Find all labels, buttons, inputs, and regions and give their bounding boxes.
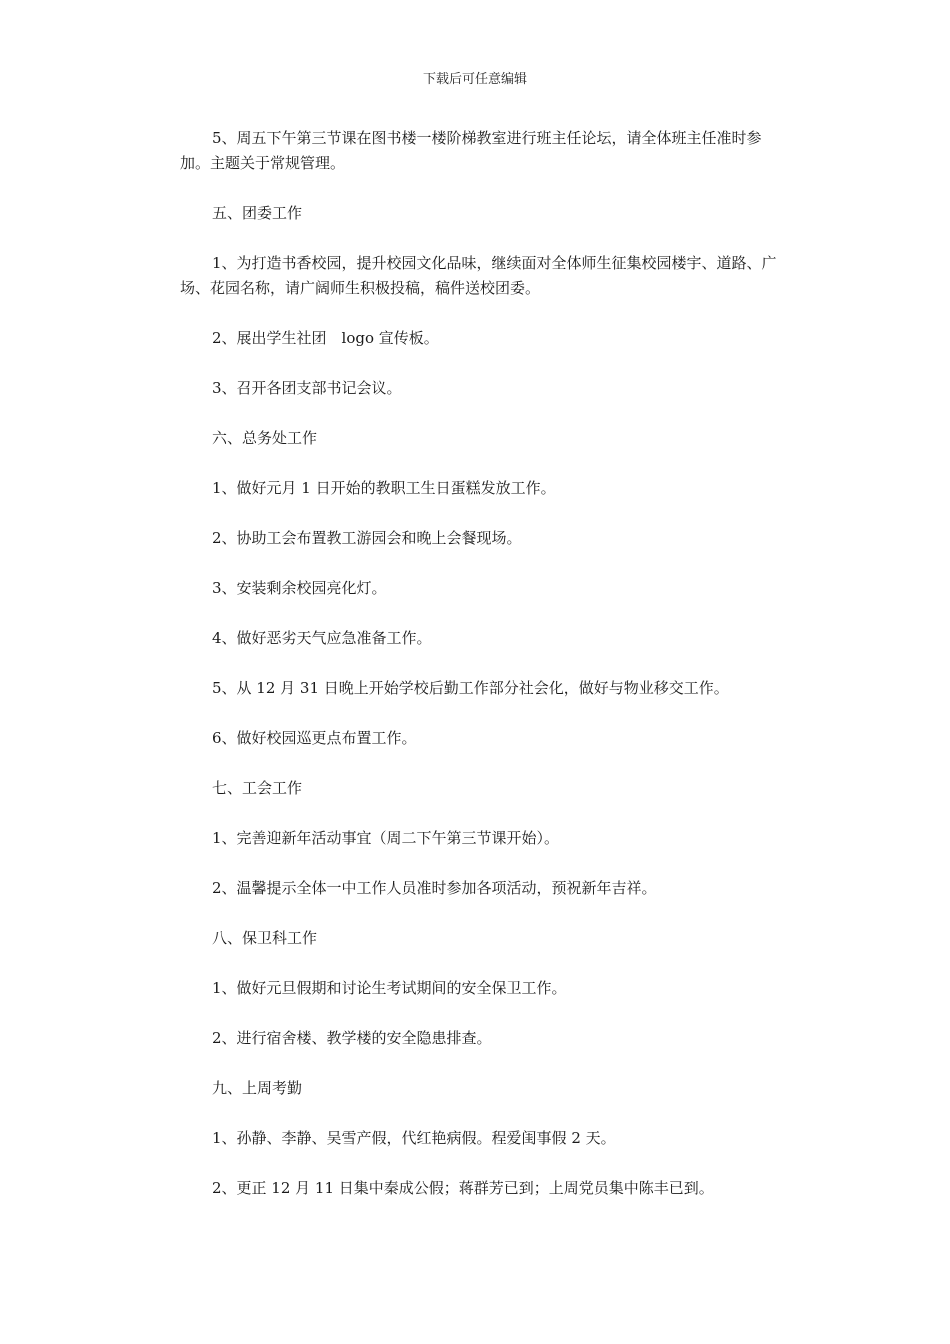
section-heading: 八、保卫科工作 [212, 929, 318, 947]
paragraph: 5、从 12 月 31 日晚上开始学校后勤工作部分社会化，做好与物业移交工作。 [212, 679, 729, 697]
paragraph: 3、召开各团支部书记会议。 [212, 379, 402, 397]
paragraph: 1、做好元旦假期和讨论生考试期间的安全保卫工作。 [212, 979, 567, 997]
paragraph: 3、安装剩余校园亮化灯。 [212, 579, 387, 597]
section-heading: 五、团委工作 [212, 204, 303, 222]
page-header-note: 下载后可任意编辑 [422, 72, 527, 87]
paragraph: 4、做好恶劣天气应急准备工作。 [212, 629, 432, 647]
paragraph: 1、为打造书香校园，提升校园文化品味，继续面对全体师生征集校园楼宇、道路、广场、花园名称，请广阔师生积极投稿，稿件送校团委。 [180, 254, 777, 297]
paragraph: 2、展出学生社团 logo 宣传板。 [212, 329, 439, 347]
paragraph: 1、做好元月 1 日开始的教职工生日蛋糕发放工作。 [212, 479, 556, 497]
paragraph: 2、温馨提示全体一中工作人员准时参加各项活动，预祝新年吉祥。 [212, 879, 657, 897]
paragraph: 2、协助工会布置教工游园会和晚上会餐现场。 [212, 529, 522, 547]
paragraph: 2、进行宿舍楼、教学楼的安全隐患排查。 [212, 1029, 492, 1047]
section-heading: 九、上周考勤 [212, 1079, 303, 1097]
section-heading: 六、总务处工作 [212, 429, 318, 447]
paragraph: 1、完善迎新年活动事宜（周二下午第三节课开始）。 [212, 829, 560, 847]
document-body [180, 126, 780, 1226]
paragraph: 2、更正 12 月 11 日集中秦成公假；蒋群芳已到；上周党员集中陈丰已到。 [212, 1179, 714, 1197]
paragraph: 5、周五下午第三节课在图书楼一楼阶梯教室进行班主任论坛，请全体班主任准时参加。主题关于常规管理。 [180, 129, 762, 172]
paragraph: 1、孙静、李静、吴雪产假，代红艳病假。程爱闺事假 2 天。 [212, 1129, 616, 1147]
paragraph: 6、做好校园巡更点布置工作。 [212, 729, 417, 747]
section-heading: 七、工会工作 [212, 779, 303, 797]
